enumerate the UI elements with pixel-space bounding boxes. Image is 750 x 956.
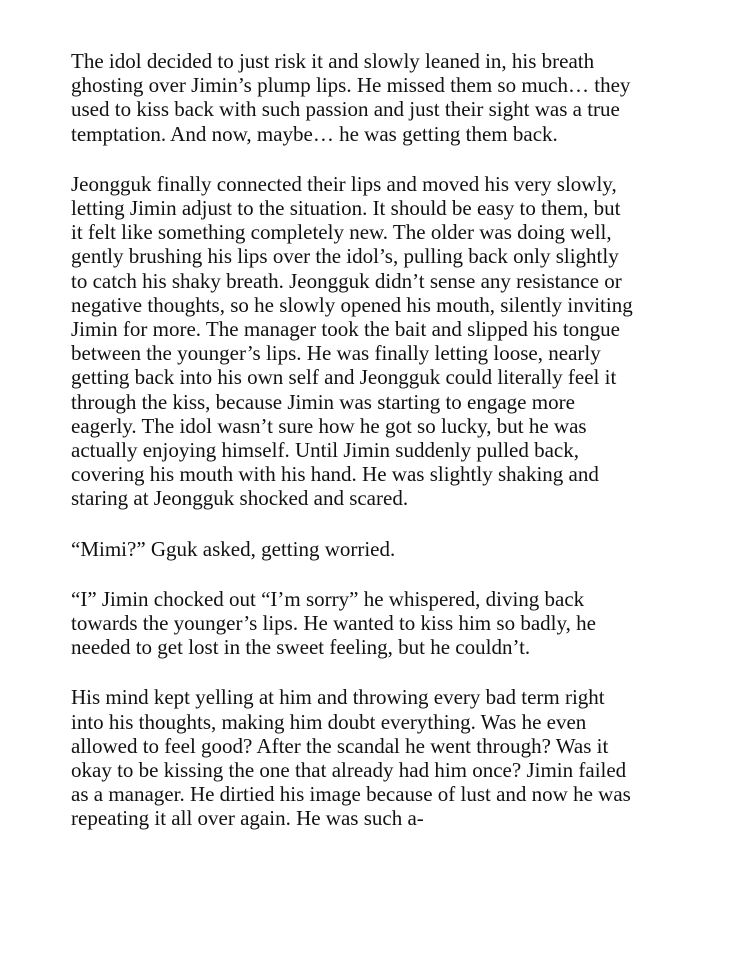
paragraph-3: “Mimi?” Gguk asked, getting worried. xyxy=(71,536,396,561)
paragraph-5: His mind kept yelling at him and throwing every bad term right into his thoughts, making him doubt everything. Was he even allowed to feel good? After the scandal he went through? Was it okay to be kissing the one that already had him once? Jimin failed as a manager. He dirtied his image because of lust and now he was repeating it all over again. He was such a- xyxy=(71,685,631,831)
paragraph-1: The idol decided to just risk it and slowly leaned in, his breath ghosting over Jimin’s plump lips. He missed them so much… they used to kiss back with such passion and just their sight was a true temptation. And now, maybe… he was getting them back. xyxy=(71,49,631,146)
paragraph-2: Jeongguk finally connected their lips and moved his very slowly, letting Jimin adjust to the situation. It should be easy to them, but it felt like something completely new. The older was doing well, gently brushing his lips over the idol’s, pulling back only slightly to catch his shaky breath. Jeongguk didn’t sense any resistance or negative thoughts, so he slowly opened his mouth, silently inviting Jimin for more. The manager took the bait and slipped his tongue between the younger’s lips. He was finally letting loose, nearly getting back into his own self and Jeongguk could literally feel it through the kiss, because Jimin was starting to engage more eagerly. The idol wasn’t sure how he got so lucky, but he was actually enjoying himself. Until Jimin suddenly pulled back, covering his mouth with his hand. He was slightly shaking and staring at Jeongguk shocked and scared. xyxy=(71,171,633,511)
paragraph-4: “I” Jimin chocked out “I’m sorry” he whispered, diving back towards the younger’s lips. He wanted to kiss him so badly, he needed to get lost in the sweet feeling, but he couldn’t. xyxy=(71,586,596,660)
